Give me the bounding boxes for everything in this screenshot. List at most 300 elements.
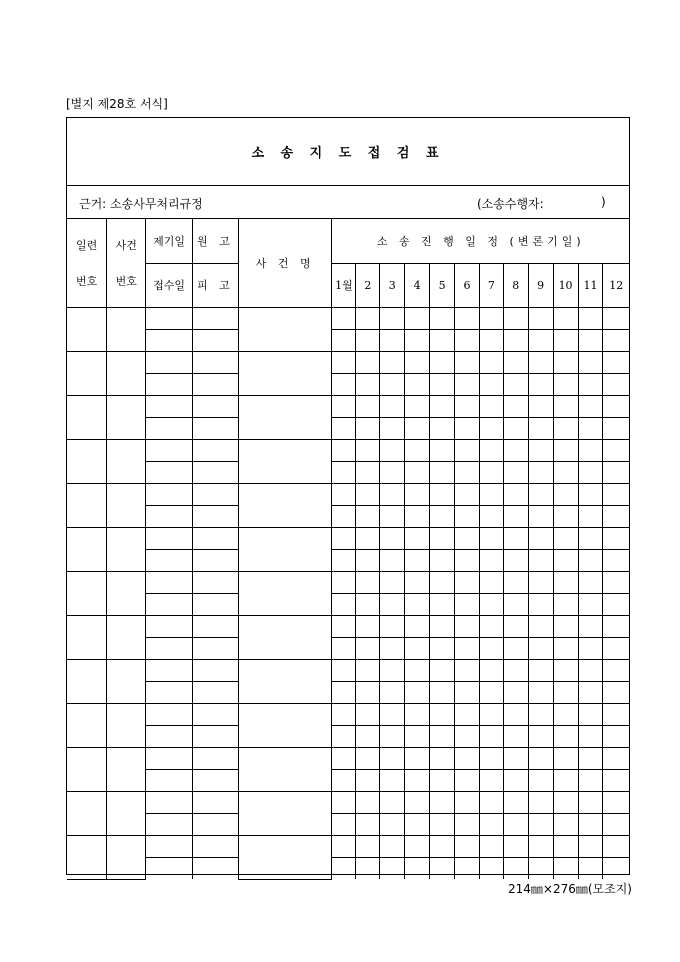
case-number-cell[interactable]	[107, 439, 146, 483]
schedule-cell[interactable]	[578, 791, 603, 813]
schedule-cell[interactable]	[503, 681, 528, 703]
defendant-cell[interactable]	[192, 461, 238, 483]
schedule-cell[interactable]	[479, 461, 503, 483]
schedule-cell[interactable]	[479, 835, 503, 857]
schedule-cell[interactable]	[603, 637, 629, 659]
schedule-cell[interactable]	[503, 417, 528, 439]
case-number-cell[interactable]	[107, 483, 146, 527]
schedule-cell[interactable]	[405, 351, 430, 373]
schedule-cell[interactable]	[430, 813, 455, 835]
schedule-cell[interactable]	[479, 637, 503, 659]
schedule-cell[interactable]	[430, 571, 455, 593]
schedule-cell[interactable]	[380, 439, 405, 461]
schedule-cell[interactable]	[380, 725, 405, 747]
schedule-cell[interactable]	[578, 549, 603, 571]
schedule-cell[interactable]	[479, 681, 503, 703]
schedule-cell[interactable]	[356, 615, 380, 637]
schedule-cell[interactable]	[578, 439, 603, 461]
schedule-cell[interactable]	[578, 615, 603, 637]
schedule-cell[interactable]	[455, 571, 480, 593]
schedule-cell[interactable]	[553, 681, 578, 703]
schedule-cell[interactable]	[578, 483, 603, 505]
schedule-cell[interactable]	[405, 637, 430, 659]
schedule-cell[interactable]	[528, 483, 553, 505]
schedule-cell[interactable]	[578, 307, 603, 329]
schedule-cell[interactable]	[603, 395, 629, 417]
schedule-cell[interactable]	[455, 417, 480, 439]
plaintiff-cell[interactable]	[192, 659, 238, 681]
case-name-cell[interactable]	[238, 307, 332, 351]
schedule-cell[interactable]	[405, 417, 430, 439]
received-date-cell[interactable]	[146, 373, 193, 395]
schedule-cell[interactable]	[430, 439, 455, 461]
schedule-cell[interactable]	[603, 439, 629, 461]
schedule-cell[interactable]	[528, 703, 553, 725]
case-name-cell[interactable]	[238, 791, 332, 835]
schedule-cell[interactable]	[603, 703, 629, 725]
schedule-cell[interactable]	[578, 417, 603, 439]
schedule-cell[interactable]	[430, 835, 455, 857]
schedule-cell[interactable]	[528, 571, 553, 593]
plaintiff-cell[interactable]	[192, 571, 238, 593]
schedule-cell[interactable]	[455, 725, 480, 747]
case-number-cell[interactable]	[107, 571, 146, 615]
schedule-cell[interactable]	[380, 395, 405, 417]
case-name-cell[interactable]	[238, 439, 332, 483]
serial-number-cell[interactable]	[67, 659, 107, 703]
schedule-cell[interactable]	[332, 703, 356, 725]
schedule-cell[interactable]	[603, 351, 629, 373]
schedule-cell[interactable]	[578, 703, 603, 725]
schedule-cell[interactable]	[528, 417, 553, 439]
schedule-cell[interactable]	[332, 307, 356, 329]
schedule-cell[interactable]	[430, 351, 455, 373]
filed-date-cell[interactable]	[146, 571, 193, 593]
schedule-cell[interactable]	[405, 857, 430, 879]
schedule-cell[interactable]	[578, 351, 603, 373]
defendant-cell[interactable]	[192, 329, 238, 351]
case-name-cell[interactable]	[238, 659, 332, 703]
schedule-cell[interactable]	[578, 329, 603, 351]
schedule-cell[interactable]	[553, 439, 578, 461]
schedule-cell[interactable]	[356, 307, 380, 329]
schedule-cell[interactable]	[430, 725, 455, 747]
schedule-cell[interactable]	[503, 593, 528, 615]
received-date-cell[interactable]	[146, 549, 193, 571]
schedule-cell[interactable]	[503, 747, 528, 769]
schedule-cell[interactable]	[405, 835, 430, 857]
schedule-cell[interactable]	[405, 439, 430, 461]
schedule-cell[interactable]	[380, 593, 405, 615]
schedule-cell[interactable]	[405, 571, 430, 593]
defendant-cell[interactable]	[192, 681, 238, 703]
schedule-cell[interactable]	[528, 373, 553, 395]
schedule-cell[interactable]	[455, 703, 480, 725]
schedule-cell[interactable]	[380, 703, 405, 725]
schedule-cell[interactable]	[380, 571, 405, 593]
case-name-cell[interactable]	[238, 527, 332, 571]
schedule-cell[interactable]	[553, 593, 578, 615]
schedule-cell[interactable]	[603, 659, 629, 681]
schedule-cell[interactable]	[603, 329, 629, 351]
schedule-cell[interactable]	[553, 769, 578, 791]
schedule-cell[interactable]	[479, 615, 503, 637]
schedule-cell[interactable]	[479, 439, 503, 461]
defendant-cell[interactable]	[192, 857, 238, 879]
schedule-cell[interactable]	[603, 527, 629, 549]
schedule-cell[interactable]	[503, 857, 528, 879]
schedule-cell[interactable]	[430, 703, 455, 725]
schedule-cell[interactable]	[479, 505, 503, 527]
schedule-cell[interactable]	[332, 857, 356, 879]
schedule-cell[interactable]	[430, 615, 455, 637]
schedule-cell[interactable]	[405, 681, 430, 703]
filed-date-cell[interactable]	[146, 791, 193, 813]
schedule-cell[interactable]	[553, 835, 578, 857]
schedule-cell[interactable]	[380, 527, 405, 549]
schedule-cell[interactable]	[528, 835, 553, 857]
schedule-cell[interactable]	[553, 373, 578, 395]
schedule-cell[interactable]	[578, 505, 603, 527]
received-date-cell[interactable]	[146, 593, 193, 615]
filed-date-cell[interactable]	[146, 615, 193, 637]
plaintiff-cell[interactable]	[192, 747, 238, 769]
schedule-cell[interactable]	[479, 395, 503, 417]
case-number-cell[interactable]	[107, 307, 146, 351]
case-name-cell[interactable]	[238, 835, 332, 879]
schedule-cell[interactable]	[553, 549, 578, 571]
schedule-cell[interactable]	[455, 395, 480, 417]
schedule-cell[interactable]	[553, 395, 578, 417]
schedule-cell[interactable]	[603, 483, 629, 505]
schedule-cell[interactable]	[603, 307, 629, 329]
schedule-cell[interactable]	[528, 329, 553, 351]
plaintiff-cell[interactable]	[192, 527, 238, 549]
case-number-cell[interactable]	[107, 395, 146, 439]
schedule-cell[interactable]	[332, 571, 356, 593]
schedule-cell[interactable]	[356, 329, 380, 351]
schedule-cell[interactable]	[455, 329, 480, 351]
schedule-cell[interactable]	[603, 681, 629, 703]
schedule-cell[interactable]	[332, 417, 356, 439]
schedule-cell[interactable]	[553, 505, 578, 527]
schedule-cell[interactable]	[380, 835, 405, 857]
schedule-cell[interactable]	[380, 769, 405, 791]
case-number-cell[interactable]	[107, 615, 146, 659]
schedule-cell[interactable]	[479, 593, 503, 615]
serial-number-cell[interactable]	[67, 571, 107, 615]
schedule-cell[interactable]	[528, 659, 553, 681]
schedule-cell[interactable]	[380, 373, 405, 395]
schedule-cell[interactable]	[603, 835, 629, 857]
schedule-cell[interactable]	[578, 813, 603, 835]
schedule-cell[interactable]	[405, 615, 430, 637]
serial-number-cell[interactable]	[67, 835, 107, 879]
schedule-cell[interactable]	[380, 417, 405, 439]
schedule-cell[interactable]	[356, 593, 380, 615]
schedule-cell[interactable]	[332, 725, 356, 747]
received-date-cell[interactable]	[146, 725, 193, 747]
case-number-cell[interactable]	[107, 351, 146, 395]
schedule-cell[interactable]	[455, 857, 480, 879]
schedule-cell[interactable]	[528, 395, 553, 417]
schedule-cell[interactable]	[503, 329, 528, 351]
schedule-cell[interactable]	[479, 813, 503, 835]
defendant-cell[interactable]	[192, 769, 238, 791]
schedule-cell[interactable]	[332, 769, 356, 791]
received-date-cell[interactable]	[146, 681, 193, 703]
schedule-cell[interactable]	[356, 747, 380, 769]
schedule-cell[interactable]	[528, 615, 553, 637]
filed-date-cell[interactable]	[146, 703, 193, 725]
schedule-cell[interactable]	[430, 417, 455, 439]
case-name-cell[interactable]	[238, 351, 332, 395]
filed-date-cell[interactable]	[146, 527, 193, 549]
schedule-cell[interactable]	[455, 593, 480, 615]
schedule-cell[interactable]	[603, 461, 629, 483]
schedule-cell[interactable]	[553, 813, 578, 835]
schedule-cell[interactable]	[578, 373, 603, 395]
case-name-cell[interactable]	[238, 703, 332, 747]
schedule-cell[interactable]	[455, 769, 480, 791]
schedule-cell[interactable]	[603, 769, 629, 791]
schedule-cell[interactable]	[332, 747, 356, 769]
schedule-cell[interactable]	[356, 571, 380, 593]
schedule-cell[interactable]	[455, 351, 480, 373]
schedule-cell[interactable]	[503, 615, 528, 637]
schedule-cell[interactable]	[405, 769, 430, 791]
schedule-cell[interactable]	[332, 549, 356, 571]
schedule-cell[interactable]	[405, 791, 430, 813]
schedule-cell[interactable]	[479, 791, 503, 813]
schedule-cell[interactable]	[455, 307, 480, 329]
schedule-cell[interactable]	[455, 461, 480, 483]
received-date-cell[interactable]	[146, 329, 193, 351]
schedule-cell[interactable]	[479, 549, 503, 571]
plaintiff-cell[interactable]	[192, 483, 238, 505]
schedule-cell[interactable]	[356, 351, 380, 373]
case-number-cell[interactable]	[107, 527, 146, 571]
schedule-cell[interactable]	[578, 769, 603, 791]
schedule-cell[interactable]	[603, 417, 629, 439]
filed-date-cell[interactable]	[146, 659, 193, 681]
defendant-cell[interactable]	[192, 637, 238, 659]
schedule-cell[interactable]	[332, 439, 356, 461]
plaintiff-cell[interactable]	[192, 351, 238, 373]
schedule-cell[interactable]	[332, 615, 356, 637]
schedule-cell[interactable]	[603, 857, 629, 879]
schedule-cell[interactable]	[553, 571, 578, 593]
case-number-cell[interactable]	[107, 791, 146, 835]
schedule-cell[interactable]	[430, 637, 455, 659]
defendant-cell[interactable]	[192, 505, 238, 527]
schedule-cell[interactable]	[405, 461, 430, 483]
schedule-cell[interactable]	[578, 593, 603, 615]
case-name-cell[interactable]	[238, 483, 332, 527]
schedule-cell[interactable]	[356, 681, 380, 703]
case-number-cell[interactable]	[107, 835, 146, 879]
serial-number-cell[interactable]	[67, 395, 107, 439]
serial-number-cell[interactable]	[67, 439, 107, 483]
plaintiff-cell[interactable]	[192, 835, 238, 857]
schedule-cell[interactable]	[332, 505, 356, 527]
schedule-cell[interactable]	[553, 857, 578, 879]
schedule-cell[interactable]	[405, 307, 430, 329]
schedule-cell[interactable]	[603, 813, 629, 835]
schedule-cell[interactable]	[380, 351, 405, 373]
schedule-cell[interactable]	[503, 439, 528, 461]
schedule-cell[interactable]	[380, 461, 405, 483]
schedule-cell[interactable]	[503, 373, 528, 395]
schedule-cell[interactable]	[553, 351, 578, 373]
schedule-cell[interactable]	[553, 725, 578, 747]
schedule-cell[interactable]	[356, 461, 380, 483]
schedule-cell[interactable]	[578, 835, 603, 857]
case-number-cell[interactable]	[107, 747, 146, 791]
serial-number-cell[interactable]	[67, 307, 107, 351]
schedule-cell[interactable]	[430, 593, 455, 615]
schedule-cell[interactable]	[553, 747, 578, 769]
schedule-cell[interactable]	[479, 857, 503, 879]
filed-date-cell[interactable]	[146, 395, 193, 417]
schedule-cell[interactable]	[380, 307, 405, 329]
schedule-cell[interactable]	[332, 461, 356, 483]
filed-date-cell[interactable]	[146, 835, 193, 857]
schedule-cell[interactable]	[405, 395, 430, 417]
schedule-cell[interactable]	[479, 307, 503, 329]
received-date-cell[interactable]	[146, 637, 193, 659]
schedule-cell[interactable]	[405, 659, 430, 681]
plaintiff-cell[interactable]	[192, 395, 238, 417]
schedule-cell[interactable]	[528, 857, 553, 879]
schedule-cell[interactable]	[528, 351, 553, 373]
schedule-cell[interactable]	[553, 461, 578, 483]
schedule-cell[interactable]	[553, 703, 578, 725]
schedule-cell[interactable]	[553, 615, 578, 637]
schedule-cell[interactable]	[430, 329, 455, 351]
schedule-cell[interactable]	[380, 549, 405, 571]
schedule-cell[interactable]	[455, 439, 480, 461]
filed-date-cell[interactable]	[146, 439, 193, 461]
schedule-cell[interactable]	[479, 571, 503, 593]
serial-number-cell[interactable]	[67, 483, 107, 527]
schedule-cell[interactable]	[503, 483, 528, 505]
schedule-cell[interactable]	[356, 527, 380, 549]
schedule-cell[interactable]	[603, 791, 629, 813]
schedule-cell[interactable]	[332, 593, 356, 615]
schedule-cell[interactable]	[479, 527, 503, 549]
schedule-cell[interactable]	[356, 835, 380, 857]
schedule-cell[interactable]	[528, 769, 553, 791]
schedule-cell[interactable]	[332, 373, 356, 395]
schedule-cell[interactable]	[356, 703, 380, 725]
schedule-cell[interactable]	[405, 747, 430, 769]
schedule-cell[interactable]	[405, 725, 430, 747]
schedule-cell[interactable]	[380, 681, 405, 703]
schedule-cell[interactable]	[603, 549, 629, 571]
schedule-cell[interactable]	[578, 461, 603, 483]
schedule-cell[interactable]	[332, 527, 356, 549]
schedule-cell[interactable]	[455, 483, 480, 505]
schedule-cell[interactable]	[553, 307, 578, 329]
schedule-cell[interactable]	[380, 637, 405, 659]
schedule-cell[interactable]	[503, 703, 528, 725]
serial-number-cell[interactable]	[67, 703, 107, 747]
schedule-cell[interactable]	[578, 527, 603, 549]
filed-date-cell[interactable]	[146, 483, 193, 505]
schedule-cell[interactable]	[578, 637, 603, 659]
schedule-cell[interactable]	[455, 505, 480, 527]
defendant-cell[interactable]	[192, 549, 238, 571]
schedule-cell[interactable]	[455, 835, 480, 857]
schedule-cell[interactable]	[356, 439, 380, 461]
schedule-cell[interactable]	[528, 505, 553, 527]
schedule-cell[interactable]	[356, 505, 380, 527]
schedule-cell[interactable]	[332, 351, 356, 373]
schedule-cell[interactable]	[455, 549, 480, 571]
schedule-cell[interactable]	[503, 637, 528, 659]
schedule-cell[interactable]	[553, 527, 578, 549]
schedule-cell[interactable]	[479, 725, 503, 747]
schedule-cell[interactable]	[430, 395, 455, 417]
schedule-cell[interactable]	[455, 813, 480, 835]
schedule-cell[interactable]	[603, 505, 629, 527]
received-date-cell[interactable]	[146, 857, 193, 879]
schedule-cell[interactable]	[553, 329, 578, 351]
schedule-cell[interactable]	[430, 461, 455, 483]
schedule-cell[interactable]	[430, 747, 455, 769]
defendant-cell[interactable]	[192, 725, 238, 747]
schedule-cell[interactable]	[332, 813, 356, 835]
schedule-cell[interactable]	[332, 329, 356, 351]
schedule-cell[interactable]	[479, 329, 503, 351]
schedule-cell[interactable]	[380, 483, 405, 505]
schedule-cell[interactable]	[430, 681, 455, 703]
schedule-cell[interactable]	[603, 725, 629, 747]
schedule-cell[interactable]	[603, 747, 629, 769]
schedule-cell[interactable]	[479, 417, 503, 439]
filed-date-cell[interactable]	[146, 351, 193, 373]
schedule-cell[interactable]	[528, 813, 553, 835]
schedule-cell[interactable]	[356, 483, 380, 505]
schedule-cell[interactable]	[356, 637, 380, 659]
schedule-cell[interactable]	[578, 571, 603, 593]
case-name-cell[interactable]	[238, 615, 332, 659]
filed-date-cell[interactable]	[146, 307, 193, 329]
schedule-cell[interactable]	[405, 549, 430, 571]
serial-number-cell[interactable]	[67, 615, 107, 659]
schedule-cell[interactable]	[503, 395, 528, 417]
schedule-cell[interactable]	[553, 791, 578, 813]
schedule-cell[interactable]	[503, 813, 528, 835]
schedule-cell[interactable]	[578, 659, 603, 681]
schedule-cell[interactable]	[356, 549, 380, 571]
case-number-cell[interactable]	[107, 703, 146, 747]
schedule-cell[interactable]	[528, 681, 553, 703]
schedule-cell[interactable]	[430, 549, 455, 571]
schedule-cell[interactable]	[455, 373, 480, 395]
schedule-cell[interactable]	[405, 373, 430, 395]
schedule-cell[interactable]	[578, 681, 603, 703]
schedule-cell[interactable]	[479, 483, 503, 505]
schedule-cell[interactable]	[528, 593, 553, 615]
schedule-cell[interactable]	[332, 483, 356, 505]
schedule-cell[interactable]	[455, 791, 480, 813]
schedule-cell[interactable]	[380, 505, 405, 527]
schedule-cell[interactable]	[603, 593, 629, 615]
schedule-cell[interactable]	[528, 725, 553, 747]
serial-number-cell[interactable]	[67, 527, 107, 571]
